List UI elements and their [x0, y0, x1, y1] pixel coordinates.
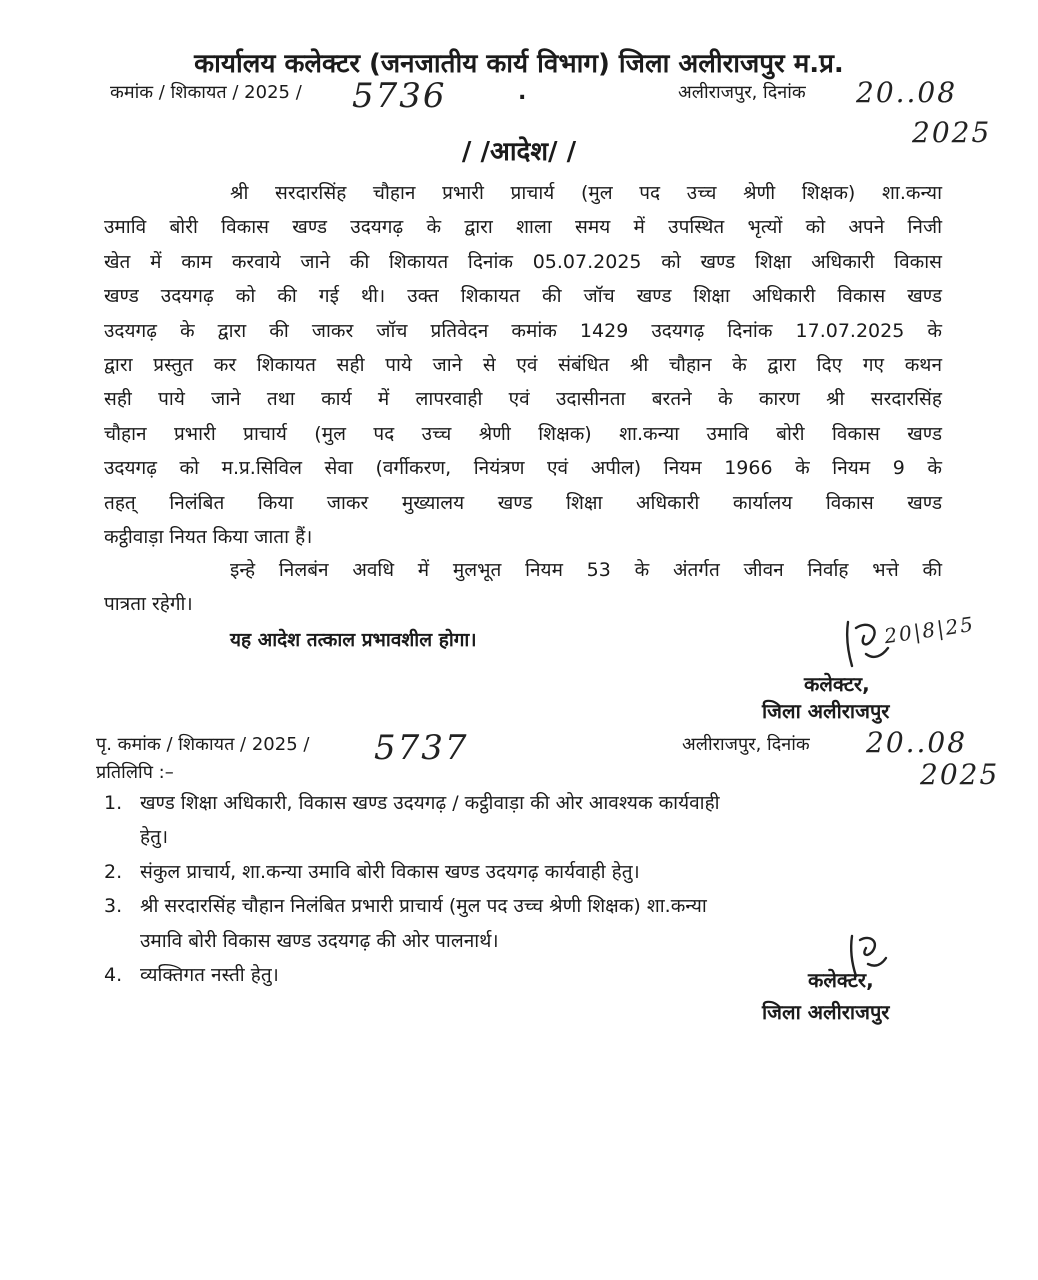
para1-line: चौहान प्रभारी प्राचार्य (मुल पद उच्च श्रेणी शिक्षक) शा.कन्या उमावि बोरी विकास खण्ड: [104, 422, 942, 445]
para1-line: खेत में काम करवाये जाने की शिकायत दिनांक 05.07.2025 को खण्ड शिक्षा अधिकारी विकास: [104, 250, 942, 273]
list-item-number: 1.: [104, 792, 123, 814]
list-item-number: 2.: [104, 860, 123, 883]
date-handwritten: 20..08: [856, 76, 958, 109]
copy-date-handwritten: 20..08: [866, 726, 968, 759]
para1-line: तहत् निलंबित किया जाकर मुख्यालय खण्ड शिक्षा अधिकारी कार्यालय विकास खण्ड: [104, 491, 942, 514]
para1-line: उमावि बोरी विकास खण्ड उदयगढ़ के द्वारा शाला समय में उपस्थित भृत्यों को अपने निजी: [104, 216, 942, 239]
order-heading: / /आदेश/ /: [461, 137, 577, 167]
para1-line: उदयगढ़ के द्वारा की जाकर जॉच प्रतिवेदन कमांक 1429 उदयगढ़ दिनांक 17.07.2025 के: [104, 319, 942, 342]
para2-line: पात्रता रहेगी।: [104, 593, 193, 616]
para1-line: श्री सरदारसिंह चौहान प्रभारी प्राचार्य (मुल पद उच्च श्रेणी शिक्षक) शा.कन्या: [230, 182, 942, 204]
dot-mark: .: [518, 80, 527, 105]
list-item-text: श्री सरदारसिंह चौहान निलंबित प्रभारी प्राचार्य (मुल पद उच्च श्रेणी शिक्षक) शा.कन्या: [140, 895, 707, 918]
reference-number-handwritten: 5736: [352, 76, 447, 116]
office-title: कार्यालय कलेक्टर (जनजातीय कार्य विभाग) जिला अलीराजपुर म.प्र.: [194, 49, 844, 79]
collector-designation: कलेक्टर,: [804, 672, 870, 696]
list-item: [104, 889, 952, 958]
list-item-text: उमावि बोरी विकास खण्ड उदयगढ़ की ओर पालनार्थ।: [140, 929, 499, 952]
effective-statement: यह आदेश तत्काल प्रभावशील होगा।: [230, 629, 477, 651]
list-item-number: 3.: [104, 895, 123, 918]
list-item-text: खण्ड शिक्षा अधिकारी, विकास खण्ड उदयगढ़ / कट्ठीवाड़ा की ओर आवश्यक कार्यवाही: [140, 792, 720, 814]
date-year-handwritten: 2025: [912, 116, 992, 149]
para1-line: उदयगढ़ को म.प्र.सिविल सेवा (वर्गीकरण, नियंत्रण एवं अपील) नियम 1966 के नियम 9 के: [104, 457, 942, 480]
list-item: [104, 786, 952, 855]
list-item-text: व्यक्तिगत नस्ती हेतु।: [140, 964, 279, 987]
list-item: [104, 855, 952, 889]
copy-place-date-label: अलीराजपुर, दिनांक: [682, 734, 810, 755]
collector-district-2: जिला अलीराजपुर: [762, 1000, 890, 1024]
place-date-label: अलीराजपुर, दिनांक: [678, 82, 806, 103]
list-item-text: संकुल प्राचार्य, शा.कन्या उमावि बोरी विकास खण्ड उदयगढ़ कार्यवाही हेतु।: [140, 860, 640, 883]
para1-line: द्वारा प्रस्तुत कर शिकायत सही पाये जाने से एवं संबंधित श्री चौहान के द्वारा दिए गए कथन: [104, 354, 942, 377]
para2-line: इन्हे निलबंन अवधि में मुलभूत नियम 53 के अंतर्गत जीवन निर्वाह भत्ते की: [230, 559, 942, 581]
list-item-number: 4.: [104, 964, 123, 987]
copy-label: प्रतिलिपि :–: [96, 762, 174, 783]
copy-list: [104, 786, 952, 992]
para1-line: कट्ठीवाड़ा नियत किया जाता हैं।: [104, 526, 313, 549]
reference-label: कमांक / शिकायत / 2025 /: [110, 82, 302, 103]
order-paragraph-2: [104, 553, 942, 622]
list-item-text: हेतु।: [140, 826, 169, 849]
copy-reference-label: पृ. कमांक / शिकायत / 2025 /: [96, 734, 310, 755]
order-paragraph-1: [104, 176, 942, 554]
para1-line: खण्ड उदयगढ़ को की गई थी। उक्त शिकायत की जॉच खण्ड शिक्षा अधिकारी विकास खण्ड: [104, 285, 942, 308]
collector-designation-2: कलेक्टर,: [808, 968, 874, 992]
copy-reference-number-handwritten: 5737: [374, 728, 469, 768]
collector-district: जिला अलीराजपुर: [762, 699, 890, 723]
signature-date-handwritten: 20|8|25: [882, 611, 977, 649]
copy-date-year-handwritten: 2025: [920, 758, 1000, 791]
para1-line: सही पाये जाने तथा कार्य में लापरवाही एवं उदासीनता बरतने के कारण श्री सरदारसिंह: [104, 388, 942, 411]
